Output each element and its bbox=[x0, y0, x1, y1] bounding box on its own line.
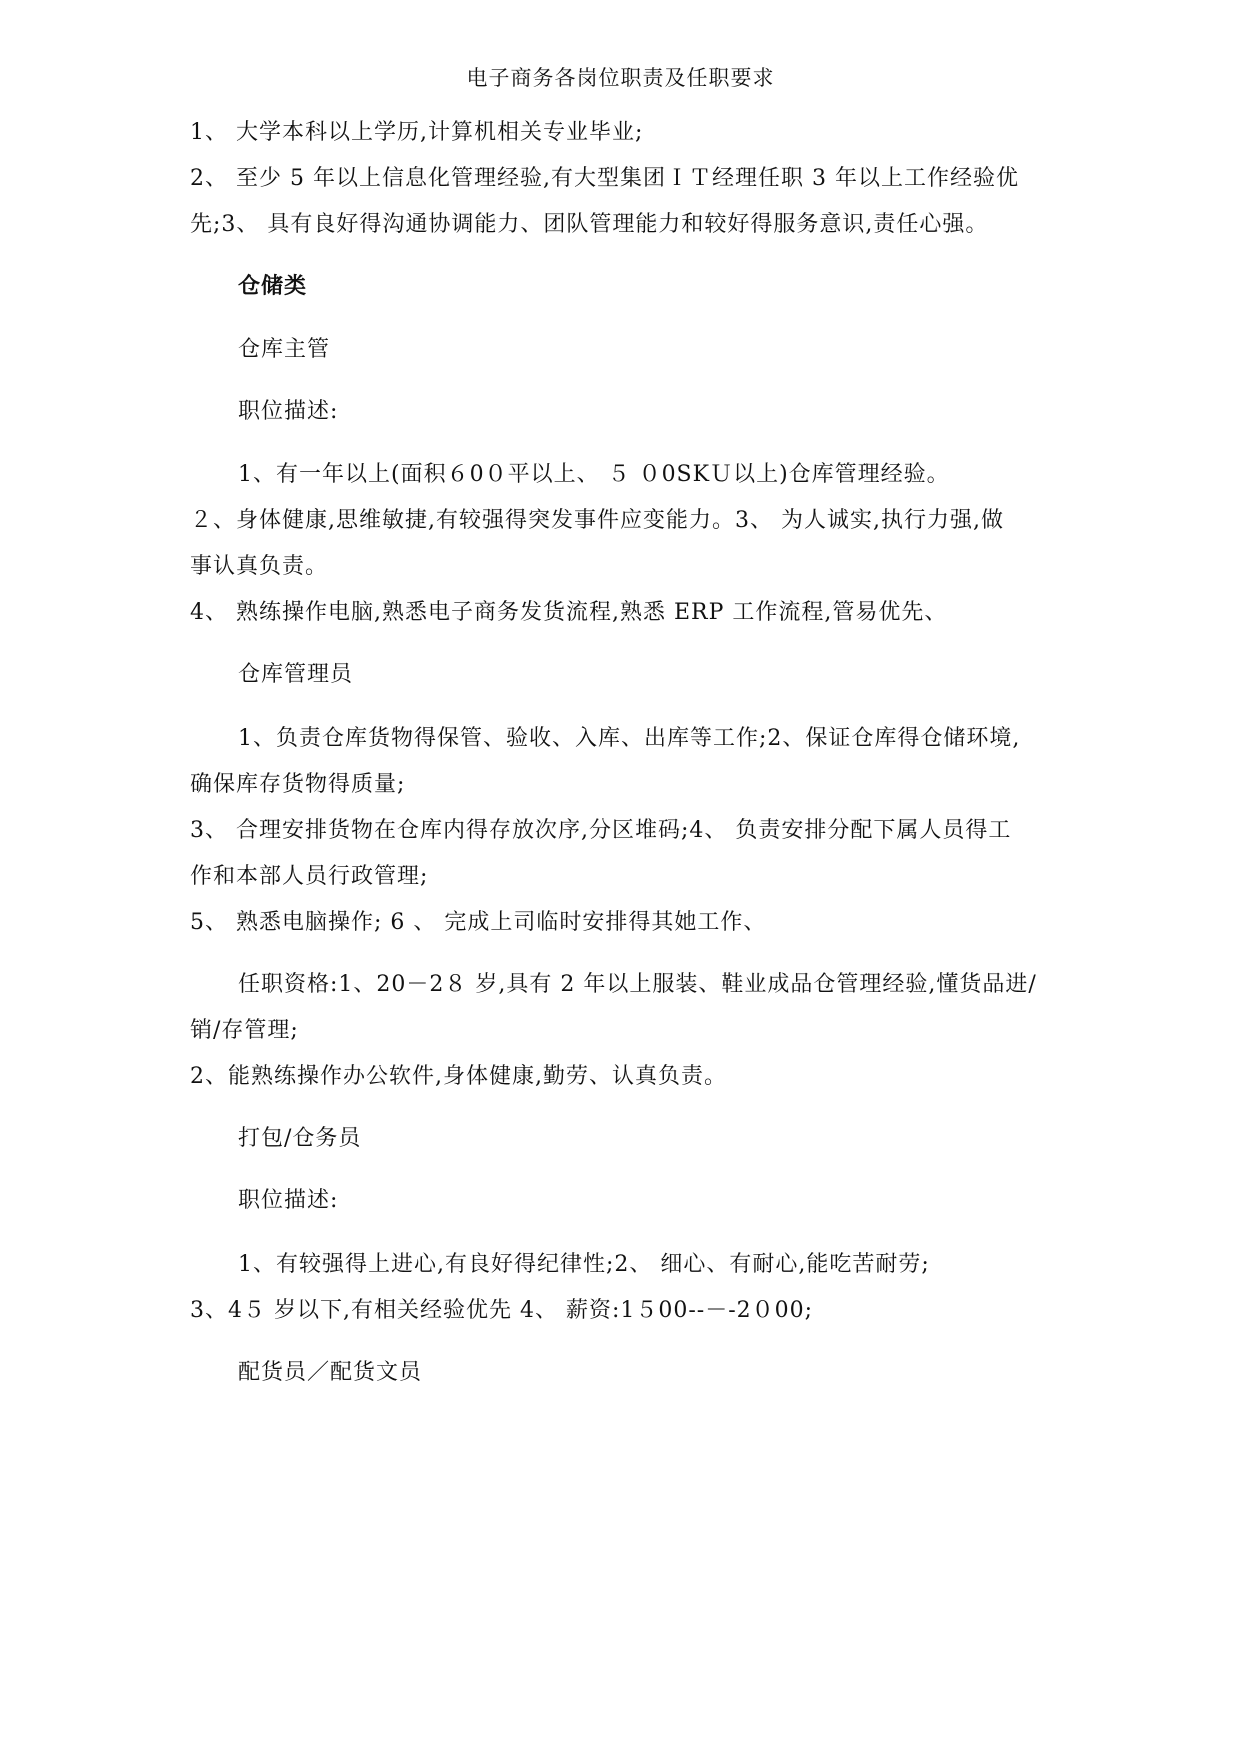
job-title-warehouse-supervisor: 仓库主管 bbox=[238, 337, 331, 362]
text-line-7: 1、有一年以上(面积６0０平以上、 ５ ０0SKＵ以上)仓库管理经验。 bbox=[238, 462, 950, 487]
text-line-19: 2、能熟练操作办公软件,身体健康,勤劳、认真负责。 bbox=[190, 1064, 727, 1089]
text-line-3: 先;3、 具有良好得沟通协调能力、团队管理能力和较好得服务意识,责任心强。 bbox=[190, 212, 989, 237]
job-title-warehouse-keeper: 仓库管理员 bbox=[238, 662, 354, 687]
text-line-8: ２、身体健康,思维敏捷,有较强得突发事件应变能力。3、 为人诚实,执行力强,做 bbox=[190, 508, 1004, 533]
job-description-label-2: 职位描述: bbox=[238, 1188, 339, 1213]
job-title-packer: 打包/仓务员 bbox=[238, 1126, 362, 1151]
text-line-16: 5、 熟悉电脑操作; 6 、 完成上司临时安排得其她工作、 bbox=[190, 910, 767, 935]
text-line-22: 1、有较强得上进心,有良好得纪律性;2、 细心、有耐心,能吃苦耐劳; bbox=[238, 1252, 930, 1277]
text-line-18: 销/存管理; bbox=[190, 1018, 299, 1043]
text-line-23: 3、4５ 岁以下,有相关经验优先 4、 薪资:1５00--－-2０00; bbox=[190, 1298, 814, 1323]
text-line-14: 3、 合理安排货物在仓库内得存放次序,分区堆码;4、 负责安排分配下属人员得工 bbox=[190, 818, 1012, 843]
job-description-label: 职位描述: bbox=[238, 399, 339, 424]
text-line-9: 事认真负责。 bbox=[190, 554, 329, 579]
text-line-10: 4、 熟练操作电脑,熟悉电子商务发货流程,熟悉 ERP 工作流程,管易优先、 bbox=[190, 600, 948, 625]
job-title-picker-clerk: 配货员／配货文员 bbox=[238, 1360, 423, 1385]
document-title: 电子商务各岗位职责及任职要求 bbox=[466, 66, 775, 90]
text-line-12: 1、负责仓库货物得保管、验收、入库、出库等工作;2、保证仓库得仓储环境, bbox=[238, 726, 1021, 751]
text-line-13: 确保库存货物得质量; bbox=[190, 772, 406, 797]
text-line-15: 作和本部人员行政管理; bbox=[190, 864, 429, 889]
text-line-1: 1、 大学本科以上学历,计算机相关专业毕业; bbox=[190, 120, 644, 145]
text-line-17: 任职资格:1、20－2８ 岁,具有 2 年以上服装、鞋业成品仓管理经验,懂货品进/ bbox=[238, 972, 1037, 997]
section-heading-warehouse: 仓储类 bbox=[238, 273, 308, 299]
text-line-2: 2、 至少 5 年以上信息化管理经验,有大型集团ＩＴ经理任职 3 年以上工作经验优 bbox=[190, 166, 1019, 191]
